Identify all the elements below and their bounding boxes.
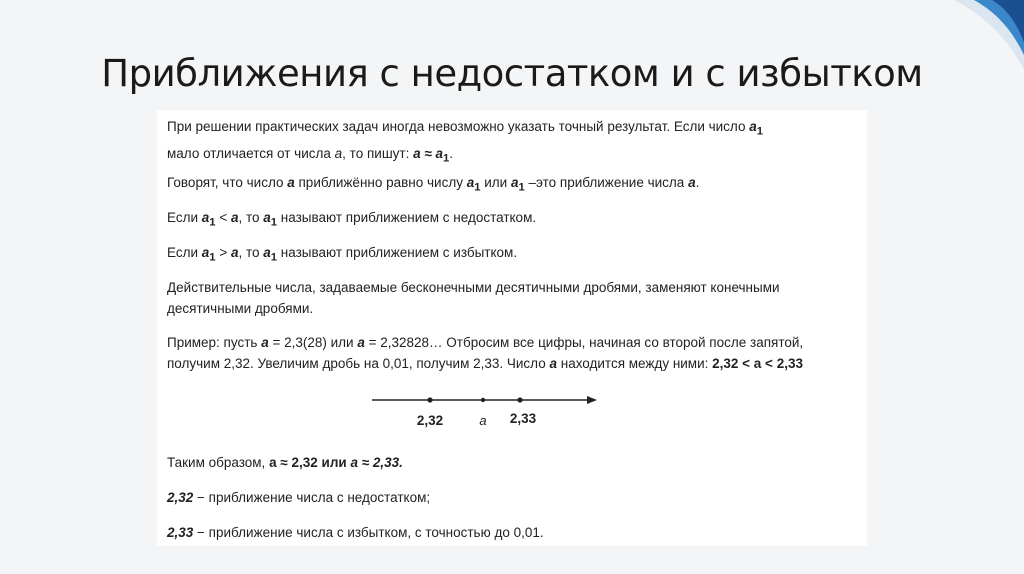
paragraph-real-numbers: Действительные числа, задаваемые бесконечными десятичными дробями, заменяют конечными десятичными дробями. [167, 280, 780, 316]
paragraph-definition: Говорят, что число a приближённо равно числу $a_1$ или $a_1$ –это приближение числа a. [167, 175, 700, 194]
text: , то пишут: [342, 145, 414, 161]
paragraph-example: Пример: пусть a = 2,3(28) или a = 2,32828… Отбросим все цифры, начиная со второй после запятой, получим 2,32. Увеличим дробь на 0,01, получим 2,33. Число a находится между ними: 2,32 < a < 2,33 [167, 335, 804, 371]
label-a: a [479, 413, 487, 428]
paragraph-upper-approx: Если $a_1 > a$, то $a_1$ называют приближением с избытком. [167, 245, 518, 264]
subscript: 1 [756, 125, 764, 138]
label-2-32: 2,32 [416, 413, 444, 428]
var-a: a [749, 119, 757, 134]
var-a: a [334, 145, 343, 161]
content-card [157, 110, 867, 546]
text: мало отличается от числа [167, 145, 335, 161]
point-2-33 [517, 397, 522, 402]
text: . [449, 145, 454, 161]
paragraph-lower-approx: Если $a_1 < a$, то $a_1$ называют приближением с недостатком. [167, 210, 537, 229]
text: При решении практических задач иногда невозможно указать точный результат. Если число [167, 119, 750, 134]
paragraph-lower-result: 2,32 − приближение числа с недостатком; [167, 490, 431, 505]
number-line [157, 388, 867, 448]
paragraph-intro [167, 116, 867, 169]
arrow-icon [587, 396, 597, 404]
point-2-32 [427, 397, 432, 402]
label-2-33: 2,33 [509, 411, 537, 426]
subscript: 1 [443, 152, 450, 165]
expression: a ≈ a [413, 145, 444, 161]
point-a [481, 398, 485, 402]
paragraph-upper-result: 2,33 − приближение числа с избытком, с точностью до 0,01. [167, 525, 544, 540]
paragraph-conclusion: Таким образом, a ≈ 2,32 или a ≈ 2,33. [167, 455, 403, 470]
slide-title: Приближения с недостатком и с избытком [101, 52, 923, 95]
